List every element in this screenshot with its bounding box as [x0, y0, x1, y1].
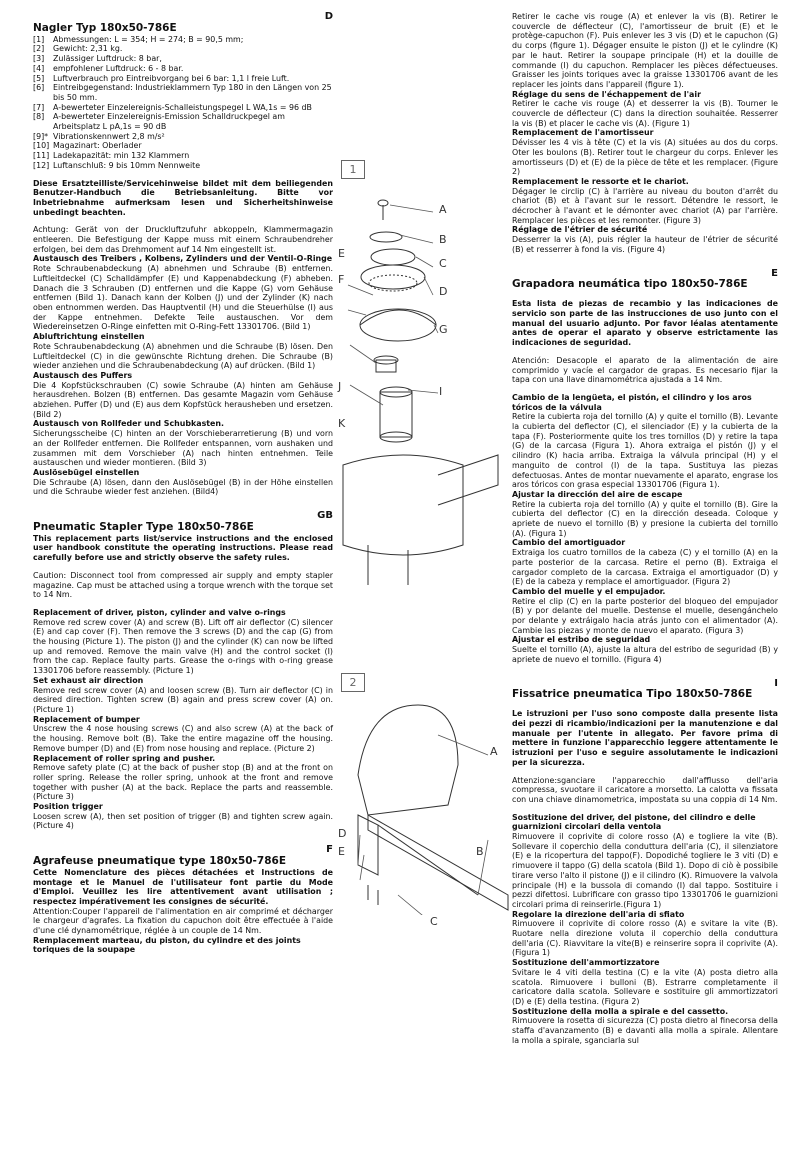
title-fr: Agrafeuse pneumatique type 180x50-786E: [33, 854, 287, 867]
figure-1-label: E: [338, 247, 345, 260]
text-es-4: Retire el clip (C) en la parte posterior del bloqueo del empujador (B) y por delante del muelle. Destense el muelle, desengánchelo por delante y extráigalo hacia atrás junto con el alimentador (A). Cambie las piezas y monte de nuevo el aparato. (Figura 3): [512, 596, 778, 635]
warning-de: Achtung: Gerät von der Druckluftzufuhr abkoppeln, Klammermagazin entleeren. Die Befestigung der Kappe muss mit einem Schraubendreher erfolgen, bei dem das Drehmoment auf 14 Nm eingestellt ist.: [33, 225, 333, 254]
spec-text: Magazinart: Oberlader: [53, 141, 142, 151]
figure-1-label: F: [338, 273, 345, 286]
figure-2-label: B: [476, 845, 484, 858]
spec-row: [33, 35, 333, 45]
heading-it-4: Sostituzione della molla a spirale e del cassetto.: [512, 1006, 729, 1016]
lang-tag-it: I: [774, 677, 778, 689]
spec-number: [3]: [33, 54, 45, 64]
spec-row: [33, 44, 333, 54]
spec-number: [7]: [33, 102, 45, 112]
spec-row: [33, 141, 333, 151]
spec-text: Abmessungen: L = 354; H = 274; B = 90,5 mm;: [53, 34, 244, 44]
intro-gb: This replacement parts list/service instructions and the enclosed user handbook constitute the operating instructions. Please read carefully before use and strictly observe the safety rules.: [33, 533, 333, 563]
warning-gb: Caution: Disconnect tool from compressed air supply and empty stapler magazine. Cap must be attached using a torque wrench with the torque set to 14 Nm.: [33, 570, 333, 600]
text-it-2: Rimuovere il coprivite di colore rosso (A) e svitare la vite (B). Ruotare nella direzione voluta il coperchio della conduttura dell'aria (C). Riavvitare la vite(B) e reinserire sopra il coprivite (A). (Figura 1): [512, 919, 778, 958]
text-fr-1: Retirer le cache vis rouge (A) et enlever la vis (B). Retirer le couvercle de déflecteur (C), l'amortisseur de bruit (E) et le protège-capuchon (F). Puis enlever les 3 vis (D) et le capuchon (G) du corps (figure 1). Dégager ensuite le piston (J) et le cylindre (K) par le haut. Retirer la soupape principale (H) et la douille de commande (I) du capuchon. Remplacer les pièces défectueuses. Graisser les joints toriques avec la graisse 13301706 avant de les replacer les joints dans l'appareil (figure 1).: [512, 12, 778, 89]
figure-1-exploded-view: [338, 185, 510, 585]
title-es: Grapadora neumática tipo 180x50-786E: [512, 278, 748, 291]
spec-row: [33, 103, 333, 113]
text-es-5: Suelte el tornillo (A), ajuste la altura del estribo de seguridad (B) y apriete de nuevo el tornillo. (Figura 4): [512, 645, 778, 664]
spec-text: Vibrationskennwert 2,8 m/s²: [53, 131, 165, 141]
spec-number: [10]: [33, 141, 50, 151]
figure-2-label: C: [430, 915, 438, 928]
figure-2-label: A: [490, 745, 498, 758]
heading-it-3: Sostituzione dell'ammortizzatore: [512, 958, 660, 968]
text-gb-3: Unscrew the 4 nose housing screws (C) and also screw (A) at the back of the housing. Remove bolt (B). Take the entire magazine off the housing. Remove bumper (D) and (E) from nose housing and replace. (Picture 2): [33, 724, 333, 753]
heading-de-2: Abluftrichtung einstellen: [33, 332, 145, 342]
spec-text: Gewicht: 2,31 kg.: [53, 44, 123, 54]
spec-text: Ladekapazität: min 132 Klammern: [53, 151, 190, 161]
heading-es-2: Ajustar la dirección del aire de escape: [512, 489, 683, 499]
lang-tag-de: D: [324, 11, 333, 22]
heading-gb-4: Replacement of roller spring and pusher.: [33, 753, 216, 763]
text-fr-3: Dévisser les 4 vis à tête (C) et la vis (A) situées au dos du corps. Oter les boulons (B). Retirer tout le chargeur du corps. Enlever les amortisseurs (D) et (E) de la pièce de tête et les remplacer. (Figure 2): [512, 138, 778, 177]
figure-1-label: D: [439, 285, 448, 298]
figure-1-label: A: [439, 203, 447, 216]
title-it: Fissatrice pneumatica Tipo 180x50-786E: [512, 688, 753, 701]
intro-de: Diese Ersatzteilliste/Servicehinweise bildet mit dem beiliegenden Benutzer-Handbuch die Betriebsanleitung. Bitte vor Inbetriebnahme aufmerksam lesen und Sicherheitshinweise unbedingt beachten.: [33, 178, 333, 217]
figure-2-label: D: [338, 827, 347, 840]
text-gb-4: Remove safety plate (C) at the back of pusher stop (B) and at the front on roller spring. Release the roller spring, unhook at the front and remove together with pusher (A) at the back. Replace the parts and reassemble. (Picture 3): [33, 763, 333, 802]
intro-it: Le istruzioni per l'uso sono composte dalla presente lista dei pezzi di ricambio/indicazioni per la manutenzione e dal manuale per l'utente in allegato. Per favore prima di mettere in funzione l'apparecchio leggere attentamente le istruzioni per l'uso e seguire assolutamente le indicazioni per la sicurezza.: [512, 709, 778, 767]
heading-fr-4: Remplacement le ressorte et le chariot.: [512, 176, 689, 186]
spec-number: [2]: [33, 44, 45, 54]
heading-fr-5: Réglage de l'étrier de sécurité: [512, 225, 648, 235]
text-de-3: Die 4 Kopfstückschrauben (C) sowie Schraube (A) hinten am Gehäuse herausdrehen. Bolzen (B) entfernen. Das gesamte Magazin vom Gehäuse abziehen. Puffer (D) und (E) aus dem Kopfstück herausheben und ersetzen. (Bild 2): [33, 380, 333, 419]
spec-row: [33, 161, 333, 171]
spec-row: [33, 54, 333, 64]
heading-de-1: Austausch des Treibers , Kolbens, Zylinders und der Ventil-O-Ringe: [33, 254, 333, 264]
lang-tag-es: E: [771, 267, 778, 279]
text-it-1: Rimuovere il coprivite di colore rosso (A) e togliere la vite (B). Sollevare il coperchio della conduttura dell'aria (C), il silenziatore (E) e la ricopertura del tappo(F). Dopodiché togliere le 3 viti (D) e rimuovere il tappo (G) della scatola (Bild 1). Dopo di ciò è possibile tirare verso l'alto il pistone (J) e il cilindro (K). Rimuovere la valvola principale (H) e la bussola di comando (I) dal tappo. Sostituire i pezzi difettosi. Lubrificare con grasso tipo 13301706 le guarnizioni circolari prima di reinserirle.(Figura 1): [512, 832, 778, 909]
spec-text: A-bewerteter Einzelereignis-Emission Schalldruckpegel am Arbeitsplatz L pA,1s = 90 dB: [53, 112, 285, 132]
text-gb-1: Remove red screw cover (A) and screw (B). Lift off air deflector (C) silencer (E) and cap cover (F). Then remove the 3 screws (D) and the cap (G) from the housing (Picture 1). The piston (J) and the cylinder (K) can now be lifted up and removed. Remove the main valve (H) and the control socket (I) from the cap. Replace faulty parts. Grease the o-rings with o-ring grease 13301706 before reassembly. (Picture 1): [33, 617, 333, 676]
text-de-2: Rote Schraubenabdeckung (A) abnehmen und die Schraube (B) lösen. Den Luftleitdeckel (C) in die gewünschte Richtung drehen. Die Schraube (B) wieder anziehen und die Schraubenabdeckung (A) auf drücken. (Bild 1): [33, 341, 333, 371]
intro-es: Esta lista de piezas de recambio y las indicaciones de servicio son parte de las instrucciones de uso junto con el manual del usuario adjunto. Por favor léalas atentamente antes de operar el aparato y observe estrictamente las indicaciones de seguridad.: [512, 299, 778, 348]
text-de-5: Die Schraube (A) lösen, dann den Auslösebügel (B) in der Höhe einstellen und die Schraube wieder fest anziehen. (Bild4): [33, 477, 333, 497]
spec-text: Eintreibgegenstand: Industrieklammern Typ 180 in den Längen von 25 bis 50 mm.: [53, 83, 332, 102]
warning-es: Atención: Desacople el aparato de la alimentación de aire comprimido y vacíe el cargador de grapas. Es necesario fijar la tapa con una llave dinamométrica ajustada a 14 Nm.: [512, 355, 778, 385]
figure-1-label: C: [439, 257, 447, 270]
spec-number: [6]: [33, 83, 45, 93]
spec-number: [8]: [33, 112, 45, 122]
heading-es-1: Cambio de la lengüeta, el pistón, el cilindro y los aros tóricos de la válvula: [512, 392, 752, 412]
spec-number: [4]: [33, 63, 45, 73]
spec-number: [1]: [33, 34, 45, 44]
text-it-3: Svitare le 4 viti della testina (C) e la vite (A) posta dietro alla scatola. Rimuovere i bulloni (B). Estrarre completamente il caricatore dalla scatola. Sollevare e sostituire gli ammortizzatori (D) e (E) della testina. (Figura 2): [512, 967, 778, 1006]
figure-1-number: 1: [341, 160, 365, 179]
spec-number: [12]: [33, 160, 50, 170]
spec-number: [11]: [33, 151, 50, 161]
text-fr-4: Dégager le circlip (C) à l'arrière au niveau du bouton d'arrêt du chariot (B) et à l'avant sur le ressort. Détendre le ressort, le décrocher à l'avant et le démonter avec chariot (A) par l'arrière. Remplacer les pièces et les remonter. (Figure 3): [512, 186, 778, 225]
spec-text: empfohlener Luftdruck: 6 - 8 bar.: [53, 63, 184, 73]
spec-row: [33, 83, 333, 102]
warning-fr: Attention:Couper l'appareil de l'alimentation en air comprimé et décharger le chargeur d'agrafes. La fixation du capuchon doit être effectuée à l'aide d'une clé dynamométrique, réglée à un couple de 14 Nm.: [33, 906, 333, 936]
spec-row: [33, 151, 333, 161]
figure-1-label: J: [338, 380, 342, 393]
heading-fr-2: Réglage du sens de l'échappement de l'air: [512, 89, 701, 99]
intro-fr: Cette Nomenclature des pièces détachées et Instructions de montage et le Manuel de l'utilisateur font partie du Mode d'Emploi. Veuillez les lire attentivement avant utilisation ; respectez impérativement les consignes de sécurité.: [33, 867, 333, 906]
warning-it: Attenzione:sganciare l'apparecchio dall'afflusso dell'aria compressa, svuotare il caricatore a morsetto. La calotta va fissata con una chiave dinamometrica, impostata su una coppia di 14 Nm.: [512, 775, 778, 804]
figure-2-stapler-view: [338, 695, 510, 915]
spec-list: [33, 35, 333, 171]
text-fr-2: Retirer le cache vis rouge (A) et desserrer la vis (B). Tourner le couvercle de déflecteur (C) dans la direction souhaitée. Resserrer la vis (B) et placer le cache vis (A). (Figure 1): [512, 99, 778, 128]
spec-text: A-bewerteter Einzelereignis-Schalleistungspegel L WA,1s = 96 dB: [53, 102, 312, 112]
text-de-1: Rote Schraubenabdeckung (A) abnehmen und Schraube (B) entfernen. Luftleitdeckel (C) Schalldämpfer (E) und Kappenabdeckung (F) abheben. Danach die 3 Schrauben (D) entfernen und die Kappe (G) vom Gehäuse entfernen (Bild 1). Danach kann der Kolben (J) und der Zylinder (K) nach oben entnommen werden. Das Hauptventil (H) und die Steuerhülse (I) aus der Kappe entnehmen. Defekte Teile austauschen. Vor dem Wiedereinsetzen O-Ringe einfetten mit O-Ring-Fett 13301706. (Bild 1): [33, 264, 333, 332]
text-fr-5: Desserrer la vis (A), puis régler la hauteur de l'étrier de sécurité (B) et resserrer à fond la vis. (Figure 4): [512, 235, 778, 254]
heading-de-4: Austausch von Rollfeder und Schubkasten.: [33, 419, 225, 429]
heading-fr-3: Remplacement de l'amortisseur: [512, 128, 654, 138]
title-gb: Pneumatic Stapler Type 180x50-786E: [33, 520, 254, 533]
heading-gb-2: Set exhaust air direction: [33, 675, 144, 685]
spec-row: [33, 132, 333, 142]
spec-text: Zulässiger Luftdruck: 8 bar,: [53, 54, 162, 64]
heading-de-3: Austausch des Puffers: [33, 370, 133, 380]
heading-it-2: Regolare la direzione dell'aria di sfiato: [512, 909, 685, 919]
text-it-4: Rimuovere la rosetta di sicurezza (C) posta dietro al finecorsa della staffa d'avanzamento (B) e davanti alla molla a spirale. Allentare la molla a spirale, sganciarla sul: [512, 1016, 778, 1045]
text-es-1: Retire la cubierta roja del tornillo (A) y quite el tornillo (B). Levante la cubierta del deflector (C), el silenciador (E) y la cubierta de la tapa (F). Posteriormente quite los tres tornillos (D) y retire la tapa (G) de la carcasa (Figura 1). Ahora extraiga el pistón (J) y el cilindro (K) hacia arriba. Extraiga la válvula principal (H) y el manguito de control (I) de la tapa. Sustituya las piezas defectuosas. Antes de montar nuevamente el aparato, engrase los aros tóricos con grasa especial 13301706 (Figura 1).: [512, 412, 778, 490]
heading-es-4: Cambio del muelle y el empujador.: [512, 586, 666, 596]
text-de-4: Sicherungsscheibe (C) hinten an der Vorschieberarretierung (B) und vorn an der Rollfeder entfernen. Die Rollfeder entspannen, vorn aushaken und zusammen mit dem Vorschieber (A) nach hinten entnehmen. Teile austauschen und wieder montieren. (Bild 3): [33, 429, 333, 468]
figure-1-label: I: [439, 385, 443, 398]
heading-it-1: Sostituzione del driver, del pistone, del cilindro e delle guarnizioni circolari della ventola: [512, 812, 756, 832]
spec-row: [33, 112, 333, 131]
heading-gb-3: Replacement of bumper: [33, 714, 140, 724]
spec-number: [5]: [33, 73, 45, 83]
spec-text: Luftanschluß: 9 bis 10mm Nennweite: [53, 160, 201, 170]
heading-gb-5: Position trigger: [33, 802, 103, 812]
heading-es-5: Ajustar el estribo de seguridad: [512, 635, 651, 645]
heading-es-3: Cambio del amortiguador: [512, 538, 626, 548]
figure-2-label: E: [338, 845, 345, 858]
text-gb-5: Loosen screw (A), then set position of trigger (B) and tighten screw again. (Picture 4): [33, 811, 333, 831]
heading-gb-1: Replacement of driver, piston, cylinder and valve o-rings: [33, 607, 286, 617]
text-es-3: Extraiga los cuatro tornillos de la cabeza (C) y el tornillo (A) en la parte posterior de la carcasa. Retire el perno (B). Extraiga el cargador completo de la carcasa. Extraiga el amortiguador (D) y (E) de la cabeza y remplace el amortiguador. (Figura 2): [512, 548, 778, 587]
spec-row: [33, 64, 333, 74]
text-es-2: Retire la cubierta roja del tornillo (A) y quite el tornillo (B). Gire la cubierta del deflector (C) en la dirección deseada. Coloque y apriete de nuevo el tornillo (B) y presione la cubierta del tornillo (A). (Figura 1): [512, 499, 778, 538]
heading-fr-1: Remplacement marteau, du piston, du cylindre et des joints toriques de la soupape: [33, 935, 301, 955]
spec-number: [9]*: [33, 131, 49, 141]
figure-column: [338, 155, 510, 1055]
right-column: [512, 12, 778, 1046]
figure-2-number: 2: [341, 673, 365, 692]
figure-1-label: B: [439, 233, 447, 246]
figure-1-label: G: [439, 323, 448, 336]
text-gb-2: Remove red screw cover (A) and loosen screw (B). Turn air deflector (C) in desired direction. Tighten screw (B) again and press screw cover (A) on. (Picture 1): [33, 685, 333, 714]
lang-tag-fr: F: [326, 844, 333, 856]
figure-1-label: K: [338, 417, 346, 430]
lang-tag-gb: GB: [317, 510, 333, 522]
spec-text: Luftverbrauch pro Eintreibvorgang bei 6 bar: 1,1 l freie Luft.: [53, 73, 290, 83]
heading-de-5: Auslösebügel einstellen: [33, 467, 140, 477]
left-column: [33, 12, 333, 955]
spec-row: [33, 74, 333, 84]
title-de: Nagler Typ 180x50-786E: [33, 21, 177, 34]
